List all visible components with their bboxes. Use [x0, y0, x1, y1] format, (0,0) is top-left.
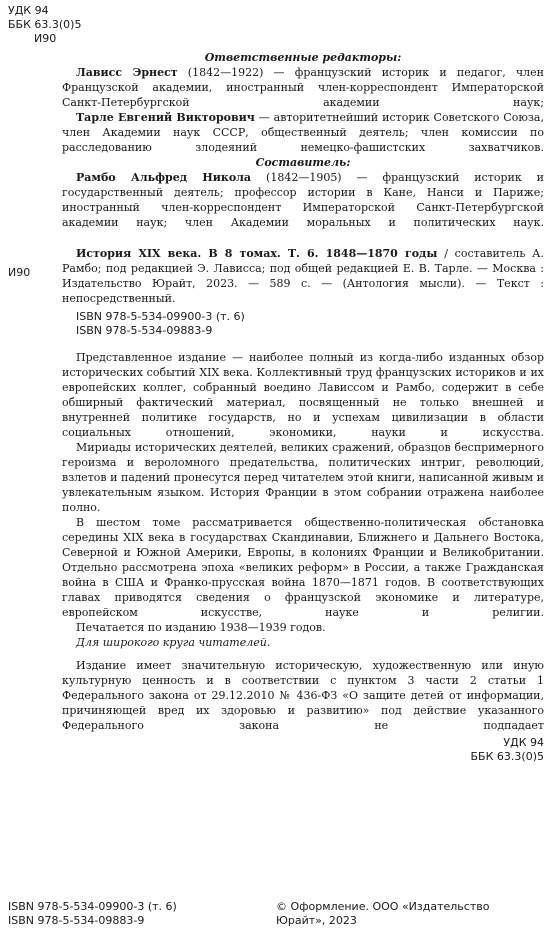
- margin-author-mark: И90: [8, 266, 31, 279]
- abstract-paragraph-2: Мириады исторических деятелей, великих сражений, образцов беспримерного героизма и вероломного предательства, политических интриг, революций, взлетов и падений пронесутся перед читателем этой книги, написанной живым и увлекательным языком. История Франции в этом собрании отражена наиболее полно.: [62, 441, 544, 514]
- editor-lavisse: [62, 65, 544, 110]
- bib-entry: [62, 246, 544, 306]
- classification-bottom: [62, 736, 544, 764]
- bib-title: История XIX века. В 8 томах. Т. 6. 1848—1870 годы: [76, 247, 438, 260]
- compiler-rambaud-bio: (1842—1905) — французский историк и государственный деятель; профессор истории в Кане, Нанси и Париже; иностранный член-корреспондент Императорской Санкт-Петербургской академии наук; член Академии моральных и политических наук.: [62, 171, 545, 229]
- footer-isbn-set: ISBN 978-5-534-09883-9: [8, 914, 145, 927]
- abstract-paragraph-1: Представленное издание — наиболее полный из когда-либо изданных обзор исторических событий XIX века. Коллективный труд французских историков и их европейских коллег, собранный воедино Лависсом и Рамбо, содержит в себе обширный фактический материал, посвященный не только внешней и внутренней политике государств, но и успехам цивилизации в области социальных отношений, экономики, науки и искусства.: [62, 351, 544, 439]
- bibliographic-description: [62, 246, 544, 338]
- footer-copyright: [276, 900, 489, 928]
- abstract-paragraph-3: В шестом томе рассматривается общественно-политическая обстановка середины XIX века в государствах Скандинавии, Ближнего и Дальнего Востока, Северной и Южной Америки, Европы, в колониях Франции и Великобритании. Отдельно рассмотрена эпоха «великих реформ» в России, а также Гражданская война в США и Франко-прусская война 1870—1871 годов. В соответствующих главах приводятся сведения о французской экономике и литературе, европейском искусстве, науке и религии.: [62, 516, 544, 619]
- classification-block: [8, 4, 81, 46]
- footer-isbn: [8, 900, 177, 928]
- udk-code: УДК 94: [8, 4, 49, 17]
- copyright-line-2: Юрайт», 2023: [276, 914, 357, 927]
- editor-tarle-bio: — авторитетнейший историк Советского Союза, член Академии наук СССР, общественный деятель; член комиссии по расследованию злодеяний немецко-фашистских захватчиков.: [62, 111, 544, 154]
- bib-details: / составитель А. Рамбо; под редакцией Э. Лависса; под общей редакцией Е. В. Тарле. — Москва : Издательство Юрайт, 2023. — 589 с. — (Антология мысли). — Текст : непосредственный.: [62, 247, 544, 305]
- audience-note: Для широкого круга читателей.: [76, 636, 271, 649]
- bbk-code: ББК 63.3(0)5: [8, 18, 82, 31]
- editor-tarle-name: Тарле Евгений Викторович: [76, 111, 255, 124]
- copyright-line-1: © Оформление. ООО «Издательство: [276, 900, 490, 913]
- editors-heading: Ответственные редакторы:: [204, 51, 402, 64]
- editor-lavisse-bio: (1842—1922) — французский историк и педагог, член Французской академии, иностранный член-корреспондент Императорской Санкт-Петербургской академии наук;: [62, 66, 545, 109]
- udk-code-bottom: УДК 94: [503, 736, 544, 749]
- editor-lavisse-name: Лависс Эрнест: [76, 66, 178, 79]
- bbk-code-bottom: ББК 63.3(0)5: [470, 750, 544, 763]
- bib-isbn-set: ISBN 978-5-534-09883-9: [76, 324, 213, 337]
- author-mark: И90: [34, 32, 57, 45]
- bib-isbn-volume: ISBN 978-5-534-09900-3 (т. 6): [76, 310, 245, 323]
- abstract: [62, 350, 544, 650]
- compiler-heading: Составитель:: [255, 156, 351, 169]
- compiler-rambaud: [62, 170, 544, 230]
- legal-text: Издание имеет значительную историческую, художественную или иную культурную ценность и в соответствии с пунктом 3 части 2 статьи 1 Федерального закона от 29.12.2010 № 436-ФЗ «О защите детей от информации, причиняющей вред их здоровью и развитию» под действие указанного Федерального закона не подпадает: [62, 659, 544, 732]
- editors-section: [62, 50, 544, 230]
- printed-from-note: Печатается по изданию 1938—1939 годов.: [76, 621, 326, 634]
- bib-isbn-block: [62, 310, 544, 338]
- footer-isbn-volume: ISBN 978-5-534-09900-3 (т. 6): [8, 900, 177, 913]
- legal-notice: [62, 658, 544, 733]
- compiler-rambaud-name: Рамбо Альфред Никола: [76, 171, 252, 184]
- editor-tarle: [62, 110, 544, 155]
